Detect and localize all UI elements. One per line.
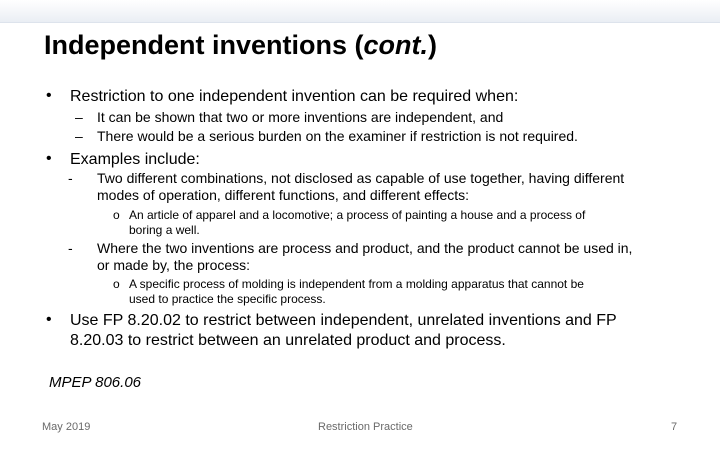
slide-number: 7	[671, 421, 678, 433]
hyphen-marker: -	[68, 240, 73, 256]
mpep-reference: MPEP 806.06	[49, 374, 141, 391]
hyphen-marker: -	[68, 170, 73, 186]
circle-marker: o	[113, 208, 120, 222]
bullet-marker: •	[46, 150, 52, 167]
sub-sub-bullet-line1: An article of apparel and a locomotive; a process of painting a house and a process of	[129, 208, 586, 222]
title-close-paren: )	[428, 30, 438, 60]
dash-marker: –	[75, 128, 83, 144]
circle-marker: o	[113, 277, 120, 291]
sub-sub-bullet-line1: A specific process of molding is independent from a molding apparatus that cannot be	[129, 277, 584, 291]
sub-bullet-text-line1: Two different combinations, not disclosed as capable of use together, having different	[97, 170, 625, 186]
sub-sub-bullet-line2: used to practice the specific process.	[129, 292, 326, 306]
sub-bullet-text: It can be shown that two or more inventions are independent, and	[97, 109, 504, 125]
sub-bullet-text-line1: Where the two inventions are process and product, and the product cannot be used in,	[97, 240, 633, 256]
header-divider	[0, 22, 720, 23]
bullet-text: Examples include:	[70, 151, 200, 168]
bullet-text-line1: Use FP 8.20.02 to restrict between independent, unrelated inventions and FP	[70, 312, 617, 329]
footer-title: Restriction Practice	[318, 421, 413, 433]
footer-date: May 2019	[42, 421, 91, 433]
header-band	[0, 0, 720, 22]
sub-bullet-text: There would be a serious burden on the examiner if restriction is not required.	[97, 128, 578, 144]
bullet-marker: •	[46, 87, 52, 104]
bullet-text: Restriction to one independent invention can be required when:	[70, 88, 519, 105]
dash-marker: –	[75, 109, 83, 125]
bullet-text-line2: 8.20.03 to restrict between an unrelated product and process.	[70, 332, 506, 349]
title-text: Independent inventions (	[44, 30, 364, 60]
title-emphasis: cont.	[363, 30, 429, 60]
bullet-marker: •	[46, 311, 52, 328]
sub-sub-bullet-line2: boring a well.	[129, 223, 200, 237]
sub-bullet-text-line2: or made by, the process:	[97, 257, 251, 273]
slide-title	[44, 30, 437, 61]
sub-bullet-text-line2: modes of operation, different functions, and different effects:	[97, 187, 470, 203]
